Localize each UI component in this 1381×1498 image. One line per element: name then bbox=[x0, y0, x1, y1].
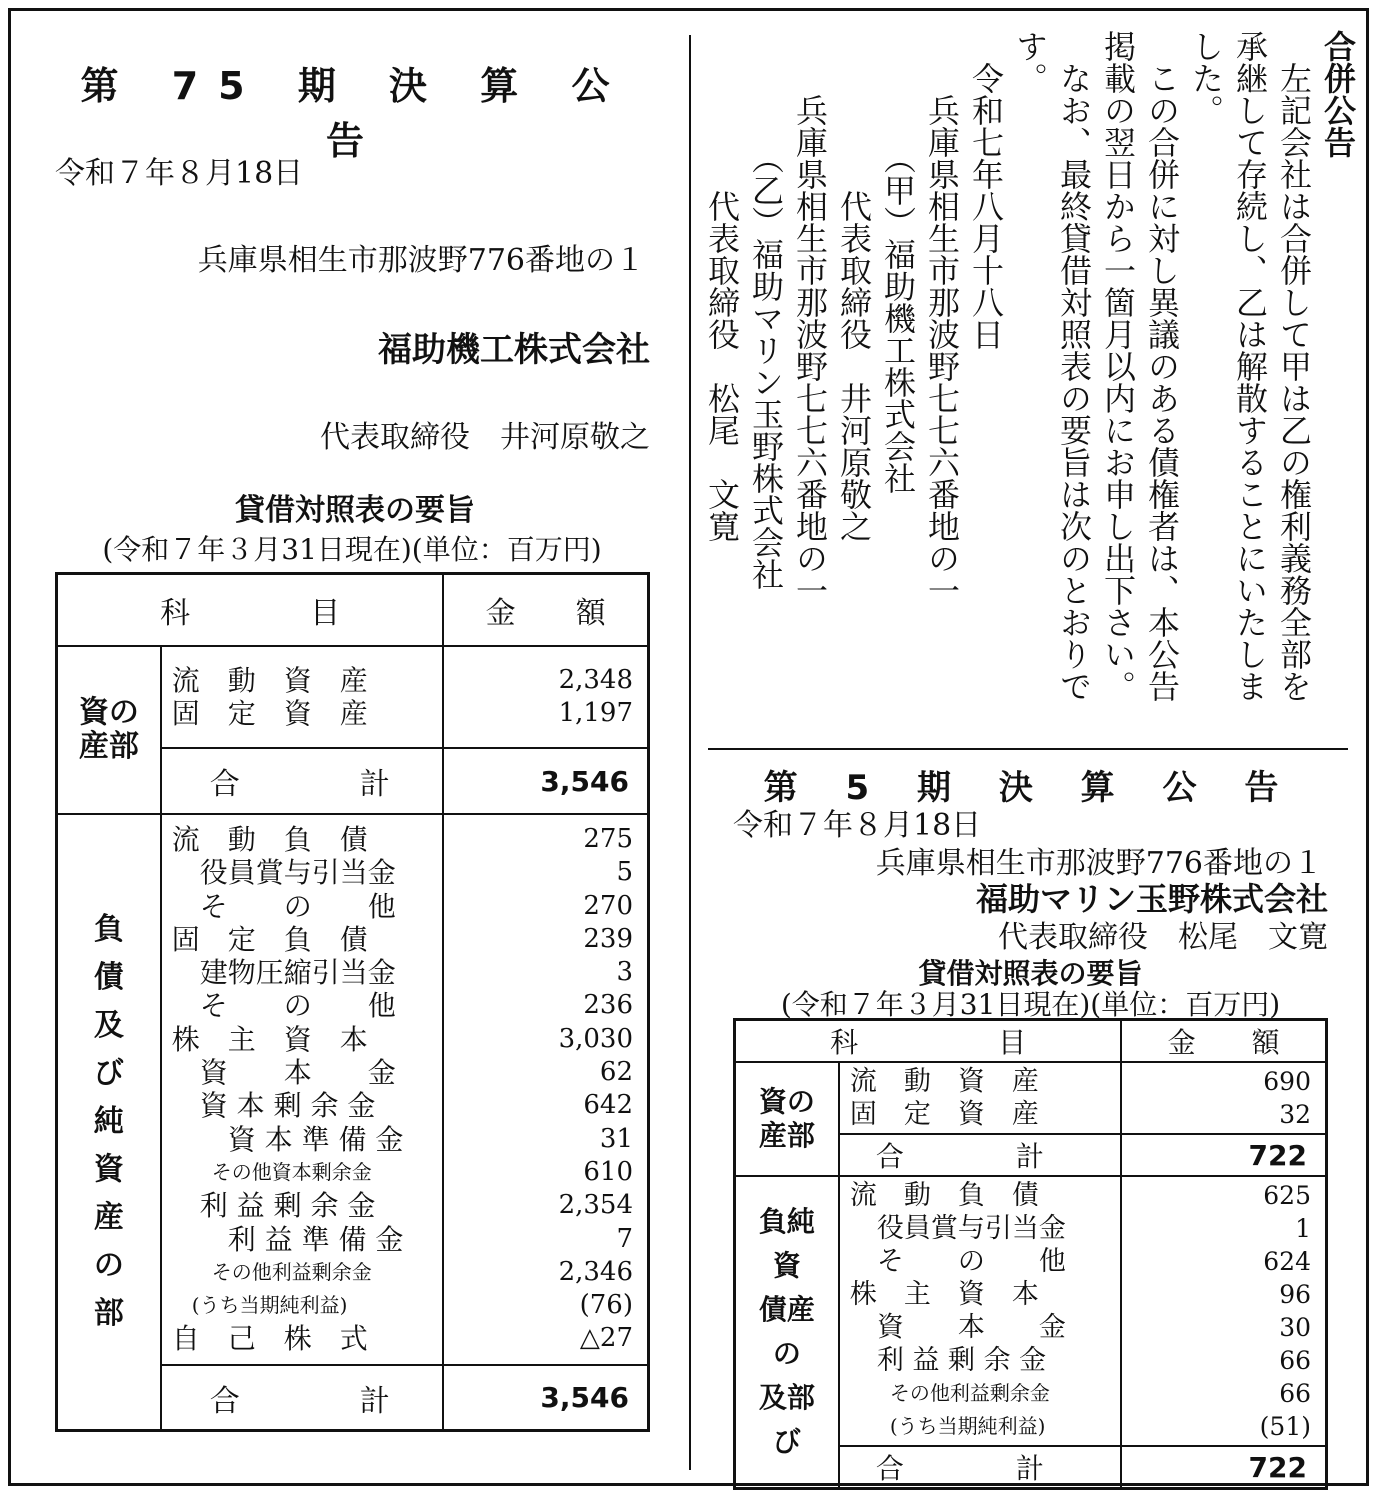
left-liab-value: 3 bbox=[616, 957, 633, 988]
right-liab-value: 30 bbox=[1279, 1313, 1311, 1342]
right-liab-item: 株 主 資 本 bbox=[849, 1279, 1039, 1310]
right-title: 第 5 期 決 算 公 告 bbox=[763, 768, 1297, 808]
left-liab-value: 610 bbox=[583, 1156, 633, 1187]
notice-line: 代表取締役 井河原敬之 bbox=[835, 30, 873, 542]
left-liabilities-total: 3,546 bbox=[443, 1365, 648, 1431]
left-header-item: 科 目 bbox=[57, 574, 444, 647]
left-liab-item: その他資本剰余金 bbox=[171, 1159, 372, 1184]
left-liab-value: 62 bbox=[599, 1057, 633, 1088]
left-balance-sheet bbox=[55, 572, 650, 1432]
left-liab-item: (うち当期純利益) bbox=[171, 1293, 348, 1318]
notice-line: 兵庫県相生市那波野七七六番地の一 bbox=[791, 30, 829, 606]
right-assets-value: 32 bbox=[1279, 1100, 1311, 1129]
right-assets-total: 722 bbox=[1121, 1134, 1326, 1176]
right-liab-item: 流 動 負 債 bbox=[849, 1180, 1039, 1211]
left-company: 福助機工株式会社 bbox=[378, 330, 650, 370]
right-address: 兵庫県相生市那波野776番地の１ bbox=[875, 846, 1323, 881]
left-assets-value: 2,348 bbox=[558, 664, 633, 695]
notice-line: した。 bbox=[1187, 30, 1225, 126]
left-liab-value: 270 bbox=[583, 890, 633, 921]
left-liabilities-label: 負 債 及 び 純 資 産 の 部 bbox=[57, 814, 161, 1431]
notice-line: 令和七年八月十八日 bbox=[967, 30, 1005, 350]
right-liab-value: 624 bbox=[1263, 1247, 1311, 1276]
left-assets-total-label: 合 計 bbox=[161, 748, 443, 814]
left-liab-value: 3,030 bbox=[558, 1023, 633, 1054]
left-liabilities-total-label: 合 計 bbox=[161, 1365, 443, 1431]
left-liab-item: 利 益 準 備 金 bbox=[171, 1222, 404, 1256]
left-liab-value: 2,354 bbox=[558, 1190, 633, 1221]
left-assets-item: 流 動 資 産 bbox=[171, 663, 368, 697]
left-liab-item: 自 己 株 式 bbox=[171, 1322, 368, 1356]
right-liab-item: 資 本 金 bbox=[849, 1312, 1066, 1343]
right-liabilities-items bbox=[839, 1176, 1121, 1446]
left-address: 兵庫県相生市那波野776番地の１ bbox=[197, 243, 645, 278]
right-liab-value: 1 bbox=[1295, 1214, 1311, 1243]
right-header-item: 科 目 bbox=[735, 1020, 1122, 1063]
notice-line: 代表取締役 松尾 文寛 bbox=[703, 30, 741, 542]
left-liab-value: 2,346 bbox=[558, 1256, 633, 1287]
left-assets-items bbox=[161, 646, 443, 748]
notice-line: 左記会社は合併して甲は乙の権利義務全部を bbox=[1275, 30, 1313, 702]
left-liab-item: そ の 他 bbox=[171, 989, 396, 1023]
left-liab-value: 642 bbox=[583, 1090, 633, 1121]
notice-line: 掲載の翌日から一箇月以内にお申し出下さい。 bbox=[1099, 30, 1137, 702]
right-assets-label: 資の 産部 bbox=[735, 1062, 839, 1176]
notice-line: （甲）福助機工株式会社 bbox=[879, 30, 917, 494]
right-liabilities-total-label: 合 計 bbox=[839, 1446, 1121, 1489]
notice-line: なお、最終貸借対照表の要旨は次のとおりで bbox=[1055, 30, 1093, 702]
right-liab-value: (51) bbox=[1259, 1412, 1311, 1441]
right-assets-value: 690 bbox=[1263, 1067, 1311, 1096]
left-liabilities-items bbox=[161, 814, 443, 1365]
right-liab-item: その他利益剰余金 bbox=[849, 1381, 1050, 1405]
notice-line: 承継して存続し、乙は解散することにいたしま bbox=[1231, 30, 1269, 702]
left-representative: 代表取締役 井河原敬之 bbox=[320, 420, 650, 455]
left-assets-item: 固 定 資 産 bbox=[171, 697, 368, 730]
left-liab-value: 236 bbox=[583, 990, 633, 1021]
right-assets-items bbox=[839, 1062, 1121, 1134]
right-bs-title: 貸借対照表の要旨 bbox=[918, 957, 1143, 990]
left-liabilities-values bbox=[443, 814, 648, 1365]
left-liab-item: 建物圧縮引当金 bbox=[171, 956, 396, 990]
left-liab-item: 役員賞与引当金 bbox=[171, 856, 396, 890]
right-liab-item: そ の 他 bbox=[849, 1246, 1066, 1277]
left-liab-item: 資 本 準 備 金 bbox=[171, 1122, 404, 1156]
left-liab-value: (76) bbox=[579, 1290, 633, 1321]
left-bs-unit: (令和７年３月31日現在)(単位：百万円) bbox=[102, 533, 602, 566]
left-liab-value: 239 bbox=[583, 923, 633, 954]
section-divider bbox=[708, 748, 1348, 750]
right-company: 福助マリン玉野株式会社 bbox=[975, 880, 1328, 918]
column-divider bbox=[689, 35, 691, 1470]
right-date: 令和７年８月18日 bbox=[733, 808, 982, 843]
left-liab-item: 資 本 剰 余 金 bbox=[171, 1089, 376, 1123]
left-liab-item: 利 益 剰 余 金 bbox=[171, 1189, 376, 1223]
right-liabilities-label: 負純 資 債産 の 及部 び bbox=[735, 1176, 839, 1489]
right-header-amount: 金 額 bbox=[1121, 1020, 1326, 1063]
left-liab-item: 固 定 負 債 bbox=[171, 922, 368, 956]
right-assets-item: 固 定 資 産 bbox=[849, 1099, 1039, 1130]
right-liab-value: 96 bbox=[1279, 1280, 1311, 1309]
left-liab-item: 流 動 負 債 bbox=[171, 823, 368, 856]
notice-line: す。 bbox=[1011, 30, 1049, 94]
left-liab-value: 5 bbox=[616, 857, 633, 888]
left-liab-value: 31 bbox=[599, 1123, 633, 1154]
right-assets-item: 流 動 資 産 bbox=[849, 1066, 1039, 1097]
right-liab-value: 66 bbox=[1279, 1379, 1311, 1408]
right-liabilities-values bbox=[1121, 1176, 1326, 1446]
right-assets-values bbox=[1121, 1062, 1326, 1134]
right-liab-item: 利 益 剰 余 金 bbox=[849, 1345, 1047, 1376]
left-assets-values bbox=[443, 646, 648, 748]
left-liab-value: △27 bbox=[579, 1323, 633, 1354]
right-representative: 代表取締役 松尾 文寛 bbox=[998, 920, 1328, 955]
left-liab-item: 株 主 資 本 bbox=[171, 1022, 368, 1056]
right-liab-item: (うち当期純利益) bbox=[849, 1414, 1046, 1438]
left-assets-total: 3,546 bbox=[443, 748, 648, 814]
left-liab-value: 7 bbox=[616, 1223, 633, 1254]
right-assets-total-label: 合 計 bbox=[839, 1134, 1121, 1176]
right-liabilities-total: 722 bbox=[1121, 1446, 1326, 1489]
left-liab-item: 資 本 金 bbox=[171, 1056, 396, 1090]
notice-line: 兵庫県相生市那波野七七六番地の一 bbox=[923, 30, 961, 606]
left-assets-label: 資の 産部 bbox=[57, 646, 161, 814]
notice-line: この合併に対し異議のある債権者は、本公告 bbox=[1143, 30, 1181, 702]
right-bs-unit: (令和７年３月31日現在)(単位：百万円) bbox=[780, 988, 1281, 1021]
right-liab-value: 625 bbox=[1263, 1181, 1311, 1210]
right-balance-sheet bbox=[733, 1018, 1328, 1490]
left-title: 第 75 期 決 算 公 告 bbox=[80, 64, 630, 163]
right-liab-item: 役員賞与引当金 bbox=[849, 1213, 1066, 1244]
left-header-amount: 金 額 bbox=[443, 574, 648, 647]
right-liab-value: 66 bbox=[1279, 1346, 1311, 1375]
merger-notice-heading: 合併公告 bbox=[1319, 30, 1357, 158]
left-liab-item: その他利益剰余金 bbox=[171, 1259, 372, 1284]
left-date: 令和７年８月18日 bbox=[55, 156, 304, 191]
left-liab-item: そ の 他 bbox=[171, 889, 396, 923]
left-liab-value: 275 bbox=[583, 824, 633, 854]
notice-line: （乙）福助マリン玉野株式会社 bbox=[747, 30, 785, 590]
left-assets-value: 1,197 bbox=[558, 698, 633, 728]
merger-notice bbox=[700, 30, 1360, 730]
left-bs-title: 貸借対照表の要旨 bbox=[235, 493, 475, 528]
